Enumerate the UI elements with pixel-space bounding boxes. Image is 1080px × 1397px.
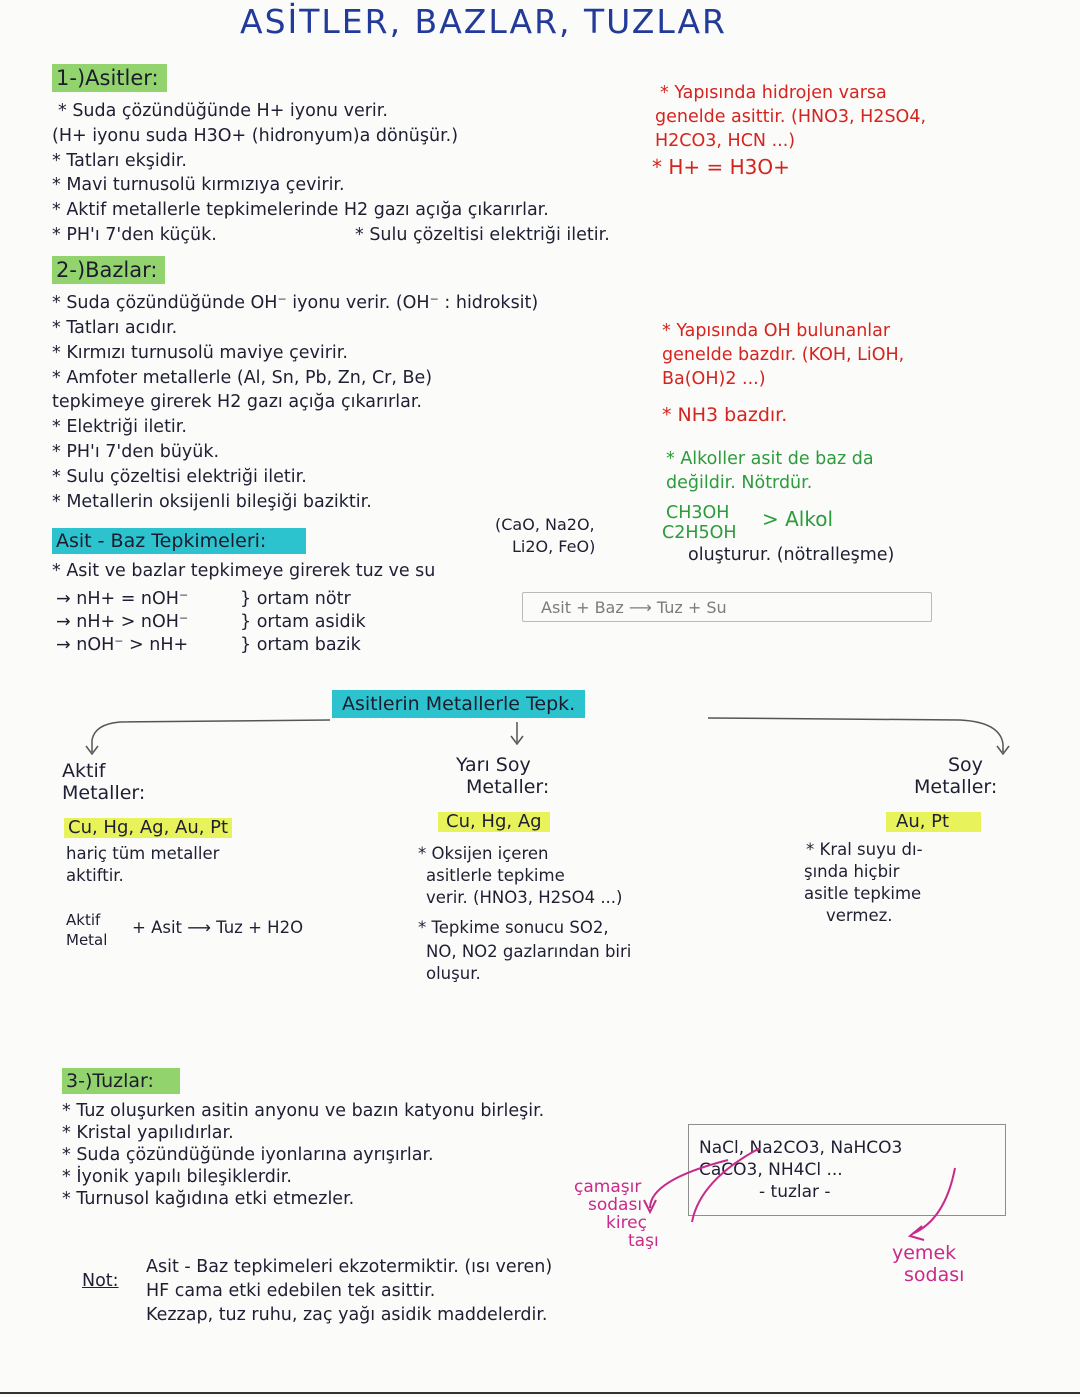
bases-line: * Tatları acıdır. bbox=[52, 318, 178, 338]
bases-line: tepkimeye girerek H2 gazı açığa çıkarırlar. bbox=[52, 392, 422, 412]
salts-line: * İyonik yapılı bileşiklerdir. bbox=[62, 1167, 292, 1187]
bases-note-line: * Yapısında OH bulunanlar bbox=[662, 321, 891, 341]
washing-soda-label: sodası bbox=[588, 1195, 643, 1215]
active-metals-title: Metaller: bbox=[62, 782, 146, 804]
acids-line: * Aktif metallerle tepkimelerinde H2 gazı açığa çıkarırlar. bbox=[52, 200, 549, 220]
semi-noble-line: * Oksijen içeren bbox=[418, 844, 549, 863]
reactions-line-end: oluşturur. (nötralleşme) bbox=[688, 545, 895, 565]
page-title: ASİTLER, BAZLAR, TUZLAR bbox=[240, 2, 727, 41]
note-line: Asit - Baz tepkimeleri ekzotermiktir. (ısı veren) bbox=[146, 1257, 553, 1277]
noble-metals-line: şında hiçbir bbox=[804, 862, 900, 881]
salts-line: * Tuz oluşurken asitin anyonu ve bazın katyonu birleşir. bbox=[62, 1101, 545, 1121]
acids-note-line: genelde asittir. (HNO3, H2SO4, bbox=[655, 107, 927, 127]
active-metal-eq: Aktif bbox=[66, 911, 101, 929]
acids-line: * Suda çözündüğünde H+ iyonu verir. bbox=[58, 101, 388, 121]
bases-line: * Elektriği iletir. bbox=[52, 417, 187, 437]
semi-noble-line: verir. (HNO3, H2SO4 ...) bbox=[426, 888, 623, 907]
reactions-heading: Asit - Baz Tepkimeleri: bbox=[52, 528, 306, 554]
acids-note-line: * H+ = H3O+ bbox=[652, 155, 790, 179]
noble-metals-line: * Kral suyu dı- bbox=[806, 840, 923, 859]
active-metals-line: hariç tüm metaller bbox=[66, 844, 220, 863]
reactions-line: * Asit ve bazlar tepkimeye girerek tuz ve su bbox=[52, 561, 436, 581]
salts-line: * Turnusol kağıdına etki etmezler. bbox=[62, 1189, 355, 1209]
bases-note-line: Ba(OH)2 ...) bbox=[662, 369, 766, 389]
alcohol-label: > Alkol bbox=[762, 507, 834, 531]
condition-expr: → nH+ = nOH⁻ bbox=[56, 589, 189, 609]
acids-heading: 1-)Asitler: bbox=[52, 64, 167, 92]
noble-metals-line: asitle tepkime bbox=[804, 884, 922, 903]
bases-line: * Amfoter metallerle (Al, Sn, Pb, Zn, Cr, Be) bbox=[52, 368, 433, 388]
condition-result: } ortam nötr bbox=[240, 589, 351, 609]
note-line: HF cama etki edebilen tek asittir. bbox=[146, 1281, 436, 1301]
bases-line: * Suda çözündüğünde OH⁻ iyonu verir. (OH⁻ : hidroksit) bbox=[52, 293, 539, 313]
alcohol-note-line: değildir. Nötrdür. bbox=[666, 473, 813, 493]
note-label: Not: bbox=[82, 1271, 119, 1291]
acids-line: * Sulu çözeltisi elektriği iletir. bbox=[355, 225, 610, 245]
page-bottom-edge bbox=[0, 1392, 1080, 1394]
active-metal-eq-rest: + Asit ⟶ Tuz + H2O bbox=[132, 918, 304, 937]
semi-noble-line: * Tepkime sonucu SO2, bbox=[418, 918, 609, 937]
active-metals-line: aktiftir. bbox=[66, 866, 124, 885]
salts-line: * Suda çözündüğünde iyonlarına ayrışırlar. bbox=[62, 1145, 434, 1165]
condition-expr: → nH+ > nOH⁻ bbox=[56, 612, 189, 632]
metals-heading: Asitlerin Metallerle Tepk. bbox=[332, 690, 585, 718]
alcohol-formula: C2H5OH bbox=[662, 523, 737, 543]
acids-line: * Tatları ekşidir. bbox=[52, 151, 187, 171]
alcohol-note-line: * Alkoller asit de baz da bbox=[666, 449, 874, 469]
semi-noble-line: oluşur. bbox=[426, 964, 481, 983]
acids-line: * PH'ı 7'den küçük. bbox=[52, 225, 217, 245]
bases-heading: 2-)Bazlar: bbox=[52, 256, 165, 284]
baking-soda-label: yemek bbox=[892, 1242, 957, 1264]
bases-note-line: * NH3 bazdır. bbox=[662, 404, 788, 426]
salts-heading: 3-)Tuzlar: bbox=[62, 1068, 180, 1094]
bases-note-line: genelde bazdır. (KOH, LiOH, bbox=[662, 345, 905, 365]
condition-result: } ortam asidik bbox=[240, 612, 366, 632]
bases-line: (CaO, Na2O, bbox=[495, 515, 595, 534]
condition-result: } ortam bazik bbox=[240, 635, 361, 655]
bases-line: * PH'ı 7'den büyük. bbox=[52, 442, 220, 462]
semi-noble-title: Yarı Soy bbox=[456, 754, 531, 776]
active-metal-eq: Metal bbox=[66, 931, 108, 949]
alcohol-formula: CH3OH bbox=[666, 503, 730, 523]
salts-example-line: NaCl, Na2CO3, NaHCO3 bbox=[699, 1138, 903, 1158]
condition-expr: → nOH⁻ > nH+ bbox=[56, 635, 189, 655]
acids-note-line: * Yapısında hidrojen varsa bbox=[660, 83, 887, 103]
neutralization-equation: Asit + Baz ⟶ Tuz + Su bbox=[522, 592, 932, 622]
bases-line: * Kırmızı turnusolü maviye çevirir. bbox=[52, 343, 348, 363]
noble-metals-title: Soy bbox=[948, 754, 983, 776]
baking-soda-label: sodası bbox=[904, 1264, 965, 1286]
limestone-label: kireç bbox=[606, 1213, 647, 1233]
noble-metals-title: Metaller: bbox=[914, 776, 998, 798]
acids-line: * Mavi turnusolü kırmızıya çevirir. bbox=[52, 175, 345, 195]
salts-line: * Kristal yapılıdırlar. bbox=[62, 1123, 234, 1143]
bases-line: * Metallerin oksijenli bileşiği baziktir. bbox=[52, 492, 372, 512]
salts-example-line: CaCO3, NH4Cl ... bbox=[699, 1160, 843, 1180]
washing-soda-label: çamaşır bbox=[574, 1177, 642, 1197]
noble-metals-line: vermez. bbox=[826, 906, 893, 925]
semi-noble-line: asitlerle tepkime bbox=[426, 866, 565, 885]
limestone-label: taşı bbox=[628, 1231, 659, 1251]
active-metals-title: Aktif bbox=[62, 760, 106, 782]
bases-line: Li2O, FeO) bbox=[512, 537, 596, 556]
bases-line: * Sulu çözeltisi elektriği iletir. bbox=[52, 467, 307, 487]
note-line: Kezzap, tuz ruhu, zaç yağı asidik maddelerdir. bbox=[146, 1305, 548, 1325]
semi-noble-title: Metaller: bbox=[466, 776, 550, 798]
acids-line: (H+ iyonu suda H3O+ (hidronyum)a dönüşür.) bbox=[52, 126, 459, 146]
semi-noble-highlight: Cu, Hg, Ag bbox=[438, 812, 550, 832]
salts-example-label: - tuzlar - bbox=[759, 1182, 831, 1202]
noble-metals-highlight: Au, Pt bbox=[886, 812, 981, 832]
semi-noble-line: NO, NO2 gazlarından biri bbox=[426, 942, 632, 961]
active-metals-highlight: Cu, Hg, Ag, Au, Pt bbox=[64, 818, 232, 838]
acids-note-line: H2CO3, HCN ...) bbox=[655, 131, 796, 151]
